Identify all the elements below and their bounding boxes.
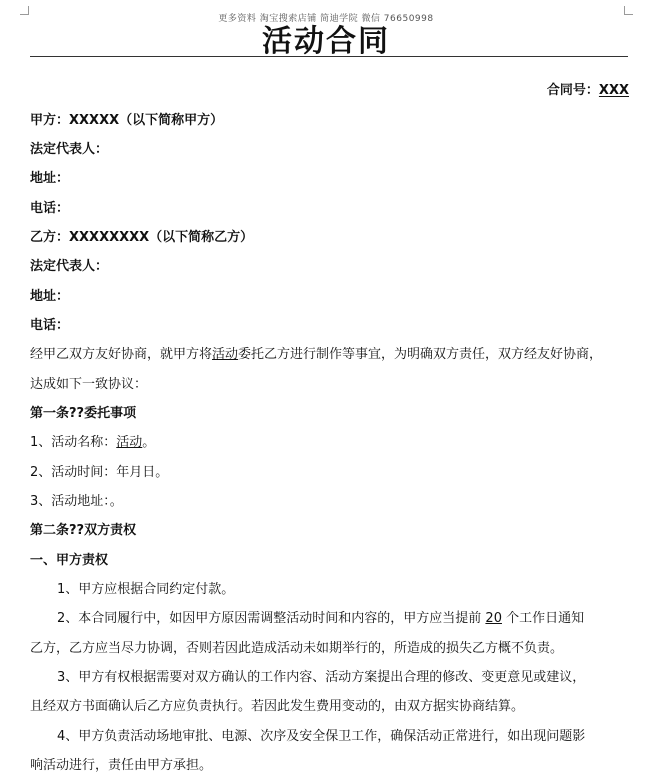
duty-2-text: 2、本合同履行中，如因甲方原因需调整活动时间和内容的，甲方应当提前 <box>57 611 482 626</box>
duty-4-cont: 响活动进行，责任由甲方承担。 <box>30 758 213 773</box>
duty-2 <box>57 610 652 628</box>
party-a-line: 甲方：XXXXX（以下简称甲方） <box>30 113 224 128</box>
party-a-phone: 电话： <box>30 201 70 216</box>
duty-3-cont: 且经双方书面确认后乙方应负责执行。若因此发生费用变动的，由双方据实协商结算。 <box>30 699 525 714</box>
notice-days-field: 20 <box>485 611 502 626</box>
intro-paragraph <box>30 346 630 364</box>
title-divider <box>30 56 628 57</box>
duty-3: 3、甲方有权根据需要对双方确认的工作内容、活动方案提出合理的修改、变更意见或建议， <box>57 670 586 685</box>
duty-2-cont: 乙方，乙方应当尽力协调，否则若因此造成活动未如期举行的，所造成的损失乙方概不负责。 <box>30 641 564 656</box>
activity-time-item: 2、活动时间：年月日。 <box>30 465 169 480</box>
activity-place-item: 3、活动地址：。 <box>30 494 123 509</box>
party-a-duties-heading: 一、甲方责权 <box>30 553 109 568</box>
duty-1: 1、甲方应根据合同约定付款。 <box>57 582 235 597</box>
party-b-representative: 法定代表人： <box>30 259 109 274</box>
party-a-address: 地址： <box>30 171 70 186</box>
party-b-line: 乙方：XXXXXXXX（以下简称乙方） <box>30 230 254 245</box>
activity-name-value: 活动 <box>116 435 143 450</box>
intro-activity-field: 活动 <box>212 347 239 362</box>
contract-number <box>547 82 629 100</box>
intro-paragraph-cont: 达成如下一致协议： <box>30 377 148 392</box>
contract-number-value: XXX <box>598 83 629 98</box>
header-note: 更多资料 淘宝搜索店铺 简迪学院 微信 76650998 <box>218 14 434 24</box>
activity-name-suffix: 。 <box>142 435 156 450</box>
article-1-heading: 第一条??委托事项 <box>30 406 137 421</box>
party-b-address: 地址： <box>30 289 70 304</box>
contract-number-label: 合同号： <box>546 83 599 98</box>
intro-text: 经甲乙双方友好协商，就甲方将 <box>30 347 213 362</box>
party-b-phone: 电话： <box>30 318 70 333</box>
duty-2-text: 个工作日通知 <box>506 611 585 626</box>
activity-name-item <box>30 434 630 452</box>
duty-4: 4、甲方负责活动场地审批、电源、次序及安全保卫工作，确保活动正常进行，如出现问题影 <box>57 729 586 744</box>
activity-name-label: 1、活动名称： <box>30 435 117 450</box>
party-a-representative: 法定代表人： <box>30 142 109 157</box>
document-title: 活动合同 <box>262 24 390 59</box>
article-2-heading: 第二条??双方责权 <box>30 523 137 538</box>
intro-text: 委托乙方进行制作等事宜，为明确双方责任，双方经友好协商， <box>238 347 603 362</box>
